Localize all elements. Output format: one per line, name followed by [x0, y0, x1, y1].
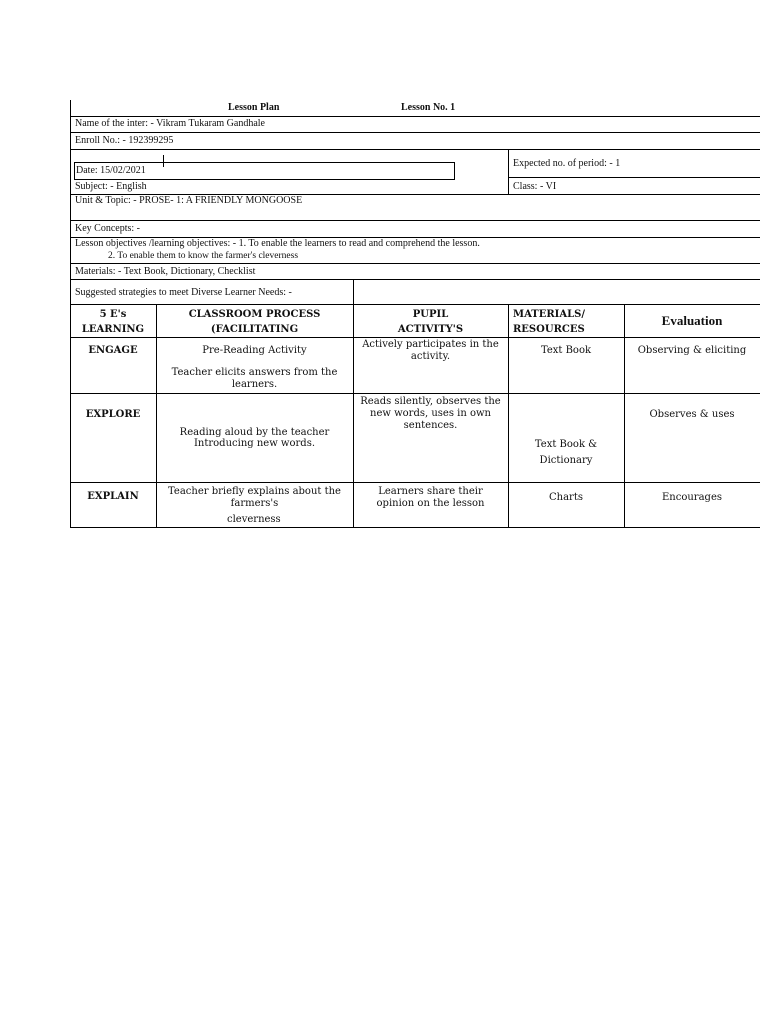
header-5e	[70, 307, 156, 337]
rule	[508, 149, 509, 194]
explore-process-b: Introducing new words.	[193, 438, 316, 449]
header-materials-line2: RESOURCES	[513, 324, 585, 335]
intern-name: Name of the inter: - Vikram Tukaram Gandhale	[75, 118, 265, 129]
rule	[70, 132, 760, 133]
expected-periods: Expected no. of period: - 1	[513, 158, 621, 169]
objectives-line-1: Lesson objectives /learning objectives: - 1. To enable the learners to read and comprehend the lesson.	[75, 238, 480, 249]
rule	[70, 482, 760, 483]
explain-materials: Charts	[549, 492, 583, 503]
explain-evaluation: Encourages	[662, 492, 722, 503]
phase-explore: EXPLORE	[85, 409, 141, 420]
rule	[508, 177, 760, 178]
header-5e-line2: LEARNING	[81, 324, 145, 335]
rule	[353, 304, 354, 527]
engage-materials: Text Book	[540, 345, 592, 356]
unit-topic: Unit & Topic: - PROSE- 1: A FRIENDLY MONGOOSE	[75, 195, 303, 206]
rule	[353, 279, 354, 304]
header-pupil-activity	[353, 307, 508, 337]
rule	[70, 220, 760, 221]
header-classroom-line2: (FACILITATING	[210, 324, 299, 335]
page-title: Lesson Plan	[228, 102, 280, 113]
explain-process-a: Teacher briefly explains about the farmers's	[168, 486, 341, 509]
rule	[70, 279, 760, 280]
rule	[70, 337, 760, 338]
rule	[70, 116, 760, 117]
phase-engage: ENGAGE	[88, 345, 138, 356]
enroll-number: Enroll No.: - 192399295	[75, 135, 174, 146]
date-field: Date: 15/02/2021	[76, 165, 146, 176]
rule	[70, 393, 760, 394]
rule	[156, 304, 157, 527]
explore-evaluation: Observes & uses	[649, 409, 735, 420]
header-classroom-line1: CLASSROOM PROCESS	[188, 309, 321, 320]
phase-explain: EXPLAIN	[87, 491, 139, 502]
explore-process-a: Reading aloud by the teacher	[179, 427, 330, 438]
header-pupil-line1: PUPIL	[412, 309, 449, 320]
objectives-line-2: 2. To enable them to know the farmer's cleverness	[108, 251, 299, 261]
key-concepts: Key Concepts: -	[75, 223, 140, 234]
materials: Materials: - Text Book, Dictionary, Checklist	[75, 266, 256, 277]
header-5e-line1: 5 E's	[99, 309, 127, 320]
rule	[70, 263, 760, 264]
engage-process-b: Teacher elicits answers from the learners.	[171, 367, 338, 390]
rule	[70, 527, 760, 528]
header-materials	[513, 307, 585, 337]
explain-pupil: Learners share their opinion on the lesson	[376, 486, 485, 509]
rule	[70, 304, 760, 305]
strategies: Suggested strategies to meet Diverse Learner Needs: -	[75, 287, 292, 298]
explore-pupil: Reads silently, observes the new words, uses in own sentences.	[360, 396, 501, 431]
explore-materials: Text Book & Dictionary	[534, 439, 598, 466]
engage-evaluation: Observing & eliciting	[637, 345, 747, 356]
class-field: Class: - VI	[513, 181, 557, 192]
lesson-number: Lesson No. 1	[401, 102, 456, 113]
engage-process-a: Pre-Reading Activity	[202, 345, 307, 356]
header-evaluation: Evaluation	[661, 313, 723, 328]
explain-process-b: cleverness	[227, 514, 281, 525]
engage-pupil: Actively participates in the activity.	[362, 339, 499, 362]
rule	[163, 155, 164, 167]
subject: Subject: - English	[75, 181, 147, 192]
header-pupil-line2: ACTIVITY'S	[397, 324, 464, 335]
rule	[70, 149, 760, 150]
header-classroom-process	[156, 307, 353, 337]
header-materials-line1: MATERIALS/	[513, 309, 585, 320]
